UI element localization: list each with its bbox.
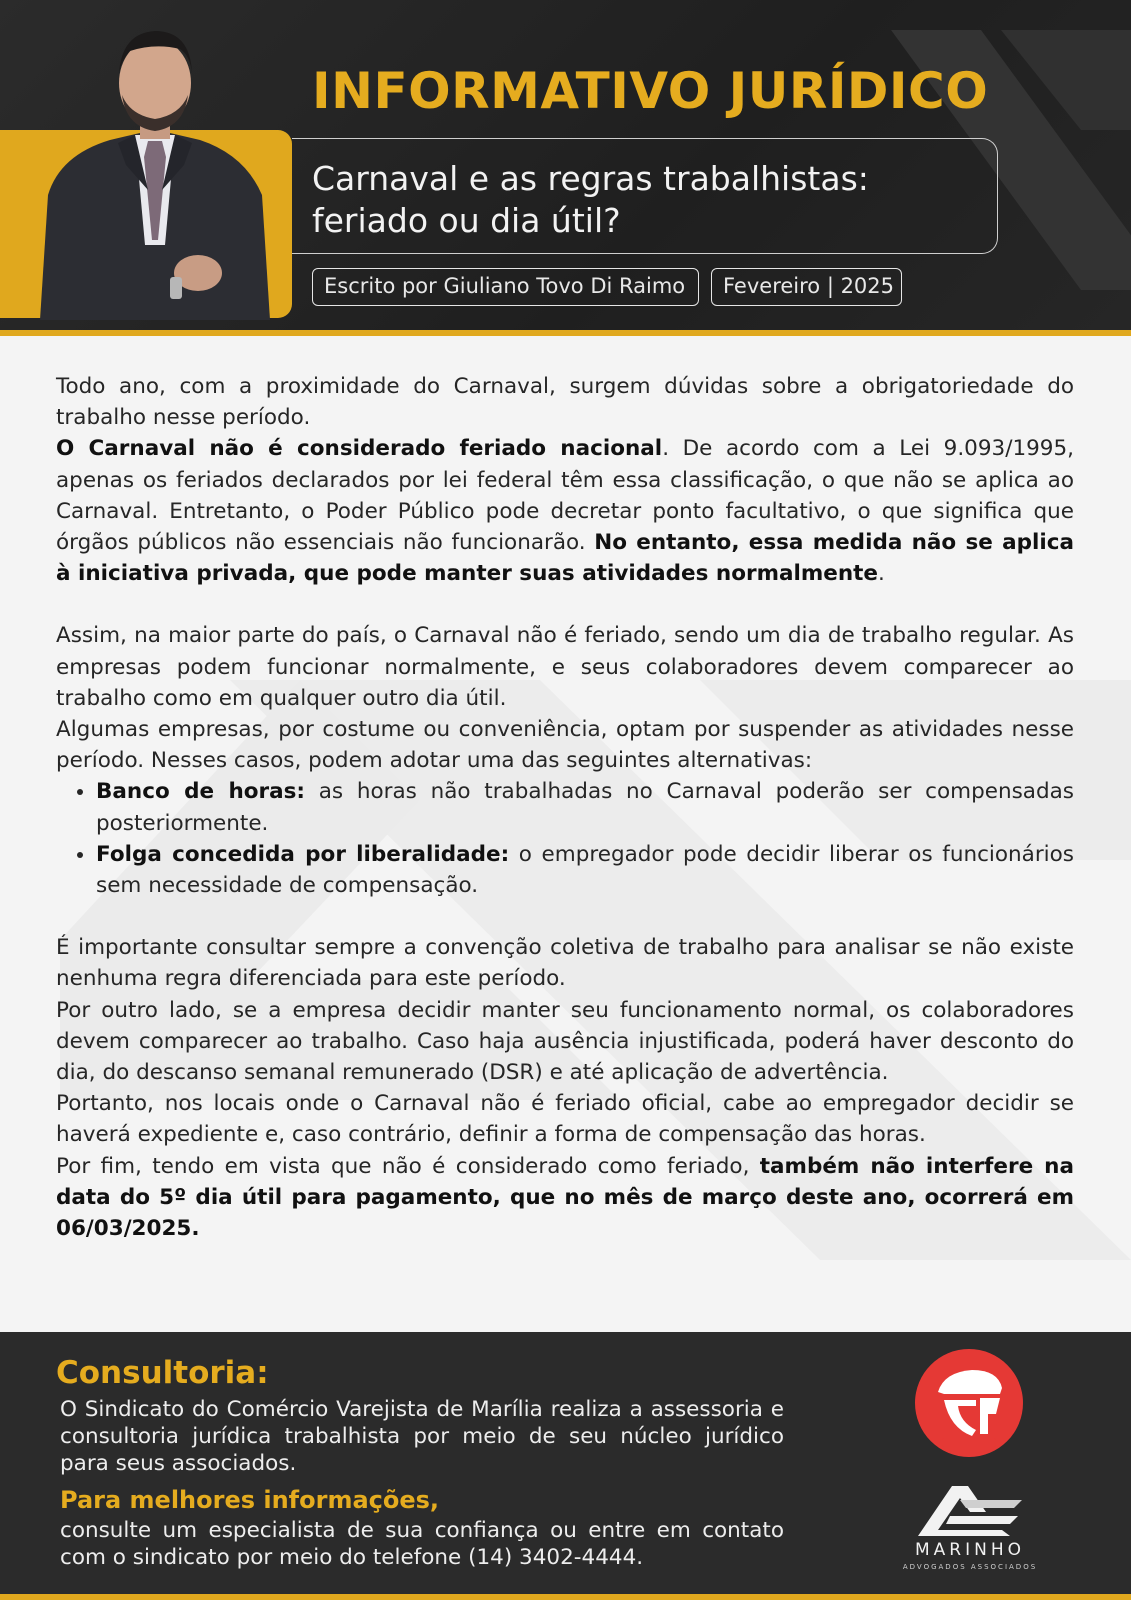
contact-text: consulte um especialista de sua confiança ou entre em contato com o sindicato por meio do telefone (14) 3402-4444. (60, 1518, 784, 1570)
paragraph-text: . (878, 561, 885, 587)
list-item-label: Banco de horas: (96, 779, 306, 805)
list-item (96, 839, 1074, 901)
alternatives-list (56, 776, 1074, 901)
paragraph-gap (56, 589, 1074, 620)
article-subtitle: Carnaval e as regras trabalhistas: feriado ou dia útil? (312, 159, 869, 240)
paragraph-legal (56, 433, 1074, 589)
list-item-label: Folga concedida por liberalidade: (96, 841, 510, 867)
paragraph-payment (56, 1151, 1074, 1245)
header-divider (0, 330, 1131, 336)
paragraph-convention: É importante consultar sempre a convenção coletiva de trabalho para analisar se não existe nenhuma regra diferenciada para este período. (56, 935, 1074, 992)
article-body (56, 371, 1074, 1244)
paragraph-regular-day: Assim, na maior parte do país, o Carnaval não é feriado, sendo um dia de trabalho regular. As empresas podem funcionar normalmente, e seus colaboradores devem comparecer ao trabalho como em qualquer outro dia útil. (56, 623, 1074, 711)
paragraph-intro: Todo ano, com a proximidade do Carnaval, surgem dúvidas sobre a obrigatoriedade do trabalho nesse período. (56, 374, 1074, 431)
paragraph-text: . De acordo com a Lei 9.093/1995, apenas os feriados declarados por lei federal têm essa classificação, o que não se aplica ao Carnaval. Entretanto, o Poder Público pode decretar ponto facultativo, o que significa que órgãos públicos não essenciais não funcionarão. (56, 436, 1074, 556)
marinho-name: MARINHO (914, 1540, 1025, 1560)
date-badge: Fevereiro | 2025 (711, 268, 902, 306)
consultoria-text: O Sindicato do Comércio Varejista de Marília realiza a assessoria e consultoria jurídica trabalhista por meio de seu núcleo jurídico para seus associados. (60, 1397, 784, 1476)
paragraph-absence: Por outro lado, se a empresa decidir manter seu funcionamento normal, os colaboradores devem comparecer ao trabalho. Caso haja ausência injustificada, poderá haver desconto do dia, do descanso semanal remunerado (DSR) e até aplicação de advertência. (56, 997, 1074, 1086)
bold-statement: também não interfere na data do 5º dia útil para pagamento, que no mês de março deste ano, ocorrerá em 06/03/2025. (56, 1153, 1074, 1242)
paragraph-text: Por fim, tendo em vista que não é considerado como feriado, (56, 1153, 760, 1179)
bold-statement: O Carnaval não é considerado feriado nacional (56, 436, 663, 462)
consultoria-heading: Consultoria: (56, 1355, 269, 1391)
bold-statement: No entanto, essa medida não se aplica à iniciativa privada, que pode manter suas atividades normalmente (56, 530, 1074, 587)
author-badge: Escrito por Giuliano Tovo Di Raimo (312, 268, 699, 306)
paragraph-gap (56, 901, 1074, 932)
footer-divider (0, 1594, 1131, 1600)
author-photo (30, 15, 280, 320)
paragraph-employer: Portanto, nos locais onde o Carnaval não é feriado oficial, cabe ao empregador decidir se haverá expediente e, caso contrário, definir a forma de compensação das horas. (56, 1091, 1074, 1148)
info-heading: Para melhores informações, (60, 1486, 440, 1514)
sincomercio-logo-icon (914, 1348, 1024, 1458)
list-item-text: as horas não trabalhadas no Carnaval poderão ser compensadas posteriormente. (96, 779, 1074, 836)
page-title: INFORMATIVO JURÍDICO (312, 62, 989, 120)
marinho-subtitle: ADVOGADOS ASSOCIADOS (902, 1563, 1038, 1571)
paragraph-alternatives: Algumas empresas, por costume ou conveniência, optam por suspender as atividades nesse período. Nesses casos, podem adotar uma das seguintes alternativas: (56, 717, 1074, 774)
header (0, 0, 1131, 330)
list-item-text: o empregador pode decidir liberar os funcionários sem necessidade de compensação. (96, 841, 1074, 899)
list-item (96, 776, 1074, 838)
